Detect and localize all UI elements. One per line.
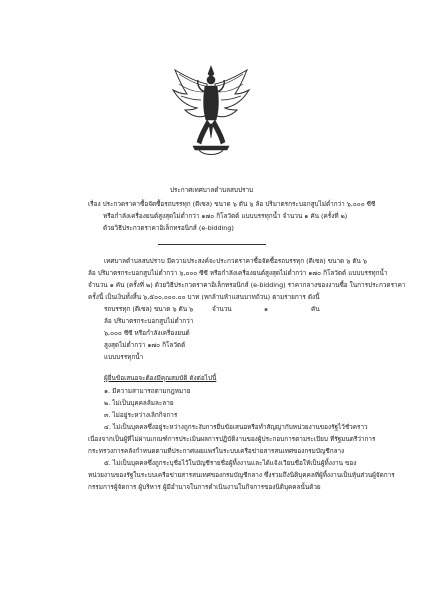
qualification-heading: ผู้ยื่นข้อเสนอจะต้องมีคุณสมบัติ ดังต่อไปนี้ — [104, 374, 217, 382]
item-desc-line-1: รถบรรทุก (ดีเซล) ขนาด ๖ ตัน ๖ — [104, 305, 194, 313]
qualification-4-line-2: เนื่องจากเป็นผู้ที่ไม่ผ่านเกณฑ์การประเมินผลการปฏิบัติงานของผู้ประกอบการตามระเบียบ ที่รัฐมนตรีว่าการ — [88, 435, 376, 443]
qualification-5-line-1: ๕. ไม่เป็นบุคคลซึ่งถูกระบุชื่อไว้ในบัญชีรายชื่อผู้ทิ้งงานและได้แจ้งเวียนชื่อให้เป็นผู้ทิ้งงาน ของ — [104, 459, 357, 467]
item-desc-line-4: สูงสุดไม่ต่ำกว่า ๑๗๐ กิโลวัตต์ — [104, 341, 186, 349]
subject-line-1: เรื่อง ประกวดราคาซื้อจัดซื้อรถบรรทุก (ดีเซล) ขนาด ๖ ตัน ๖ ล้อ ปริมาตรกระบอกสูบไม่ต่ำกว่า ๖,๐๐๐ ซีซี — [88, 200, 376, 208]
subject-line-3: ด้วยวิธีประกวดราคาอิเล็กทรอนิกส์ (e-bidding) — [103, 224, 234, 232]
garuda-emblem — [171, 62, 251, 160]
para1-line-3: จำนวน ๑ คัน (ครั้งที่ ๒) ด้วยวิธีประกวดราคาอิเล็กทรอนิกส์ (e-bidding) ราคากลางของงานซื้อ ในการประกวดราคา — [88, 281, 406, 289]
item-desc-line-2: ล้อ ปริมาตรกระบอกสูบไม่ต่ำกว่า — [104, 317, 194, 325]
para1-line-4: ครั้งนี้ เป็นเงินทั้งสิ้น ๖,๕๐๐,๐๐๐.๐๐ บาท (หกล้านห้าแสนบาทถ้วน) ตามรายการ ดังนี้ — [88, 293, 320, 301]
qualification-5-line-2: หน่วยงานของรัฐในระบบเครือข่ายสารสนเทศของกรมบัญชีกลาง ซึ่งรวมถึงนิติบุคคลที่ผู้ทิ้งงานเป็นหุ้นส่วนผู้จัดการ — [88, 471, 395, 479]
qualification-5-line-3: กรรมการผู้จัดการ ผู้บริหาร ผู้มีอำนาจในการดำเนินงานในกิจการของนิติบุคคลนั้นด้วย — [88, 483, 321, 491]
qualification-3: ๓. ไม่อยู่ระหว่างเลิกกิจการ — [104, 411, 178, 419]
item-qty-label: จำนวน — [212, 305, 232, 313]
subject-line-2: หรือกำลังเครื่องยนต์สูงสุดไม่ต่ำกว่า ๑๗๐ กิโลวัตต์ แบบบรรทุกน้ำ จำนวน ๑ คัน (ครั้งที่ ๒) — [103, 212, 348, 220]
qualification-2: ๒. ไม่เป็นบุคคลล้มละลาย — [104, 399, 174, 407]
para1-line-1: เทศบาลตำบลสบปราบ มีความประสงค์จะประกวดราคาซื้อจัดซื้อรถบรรทุก (ดีเซล) ขนาด ๖ ตัน ๖ — [104, 257, 367, 265]
qualification-4-line-1: ๔. ไม่เป็นบุคคลซึ่งอยู่ระหว่างถูกระงับการยื่นข้อเสนอหรือทำสัญญากับหน่วยงานของรัฐไว้ชั่วคราว — [104, 423, 368, 431]
announcement-title: ประกาศเทศบาลตำบลสบปราบ — [169, 186, 254, 194]
qualification-1: ๑. มีความสามารถตามกฎหมาย — [104, 387, 191, 395]
item-desc-line-3: ๖,๐๐๐ ซีซี หรือกำลังเครื่องยนต์ — [104, 329, 190, 337]
qualification-4-line-3: กระทรวงการคลังกำหนดตามที่ประกาศเผยแพร่ในระบบเครือข่ายสารสนเทศของกรมบัญชีกลาง — [88, 447, 345, 455]
item-desc-line-5: แบบบรรทุกน้ำ — [104, 353, 144, 361]
para1-line-2: ล้อ ปริมาตรกระบอกสูบไม่ต่ำกว่า ๖,๐๐๐ ซีซี หรือกำลังเครื่องยนต์สูงสุดไม่ต่ำกว่า ๑๗๐ กิโลวัตต์ แบบบรรทุกน้ำ — [88, 269, 388, 277]
item-unit: คัน — [311, 305, 320, 313]
item-qty: ๑ — [264, 305, 269, 313]
header-divider — [158, 244, 266, 245]
